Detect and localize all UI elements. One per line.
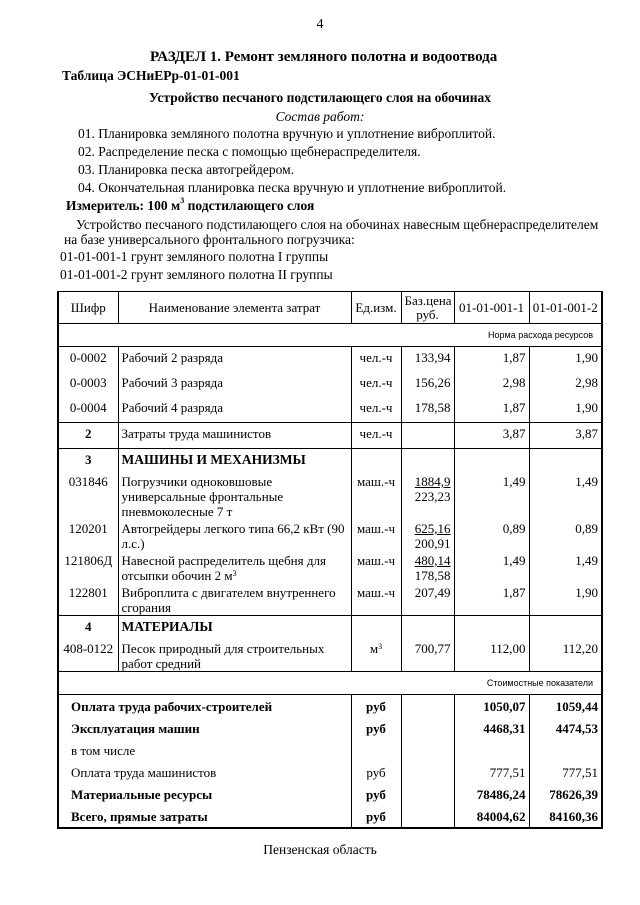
machine-price [401, 551, 454, 583]
material-unit-sup: 3 [378, 642, 383, 651]
table-row [58, 397, 602, 423]
row-code: 0-0002 [58, 347, 118, 373]
meter-sup: 3 [180, 196, 185, 205]
machine-name: Погрузчики одноковшовые универсальные фронтальные пневмоколесные 7 т [118, 474, 351, 519]
summary-row [58, 805, 602, 828]
row-code: 0-0003 [58, 372, 118, 397]
material-v1: 112,00 [454, 641, 529, 672]
summary-v2: 78626,39 [529, 783, 602, 805]
price-base: 625,16 [414, 521, 451, 536]
material-name: Песок природный для строительных работ средний [118, 641, 351, 672]
summary-v2: 777,51 [529, 761, 602, 783]
row-price: 156,26 [401, 372, 454, 397]
machine-name [118, 551, 351, 583]
row-price: 133,94 [401, 347, 454, 373]
variant-line: 01-01-001-1 грунт земляного полотна I группы [60, 249, 329, 264]
work-step: 01. Планировка земляного полотна вручную и уплотнение виброплитой. [78, 126, 496, 141]
summary-name: Оплата труда машинистов [58, 761, 351, 783]
work-step: 02. Распределение песка с помощью щебнераспределителя. [78, 144, 421, 159]
row-v2: 1,90 [529, 347, 602, 373]
price-wage: 200,91 [414, 536, 451, 551]
machine-v1: 1,49 [454, 551, 529, 583]
composition-label: Состав работ: [275, 109, 365, 124]
summary-row [58, 695, 602, 718]
material-v2: 112,20 [529, 641, 602, 672]
summary-unit: руб [351, 783, 401, 805]
price-wage: 178,58 [414, 568, 451, 583]
summary-v2 [529, 739, 602, 761]
machine-code: 122801 [58, 583, 118, 616]
row-v2: 1,90 [529, 397, 602, 423]
row-name: Рабочий 4 разряда [118, 397, 351, 423]
machine-unit: маш.-ч [351, 474, 401, 519]
summary-v1: 4468,31 [454, 717, 529, 739]
resource-table [57, 291, 603, 829]
material-row [58, 641, 602, 672]
header-col2: 01-01-001-2 [529, 292, 602, 324]
material-code: 408-0122 [58, 641, 118, 672]
summary-row [58, 739, 602, 761]
summary-v1: 777,51 [454, 761, 529, 783]
operators-v1: 3,87 [454, 423, 529, 449]
meter [66, 198, 314, 214]
variant-line: 01-01-001-2 грунт земляного полотна II группы [60, 267, 333, 282]
machine-v2: 1,90 [529, 583, 602, 616]
machine-code: 031846 [58, 474, 118, 519]
machine-name-sup: 3 [232, 569, 237, 578]
section-title: РАЗДЕЛ 1. Ремонт земляного полотна и водоотвода [150, 49, 498, 65]
page-number: 4 [316, 17, 324, 32]
material-unit-text: м [369, 641, 379, 656]
price-base: 480,14 [414, 553, 451, 568]
machine-v1: 0,89 [454, 519, 529, 551]
table-row [58, 347, 602, 373]
header-col1: 01-01-001-1 [454, 292, 529, 324]
header-name: Наименование элемента затрат [118, 292, 351, 324]
header-unit: Ед.изм. [351, 292, 401, 324]
row-name: Рабочий 2 разряда [118, 347, 351, 373]
section4-name: МАТЕРИАЛЫ [118, 616, 351, 642]
row-v1: 1,87 [454, 347, 529, 373]
section-row [58, 449, 602, 475]
summary-v2: 84160,36 [529, 805, 602, 828]
summary-name: Оплата труда рабочих-строителей [58, 695, 351, 718]
machine-price [401, 519, 454, 551]
machine-v1: 1,87 [454, 583, 529, 616]
row-v2: 2,98 [529, 372, 602, 397]
summary-v2: 1059,44 [529, 695, 602, 718]
section3-code: 3 [58, 449, 118, 475]
summary-unit: руб [351, 761, 401, 783]
summary-name: Материальные ресурсы [58, 783, 351, 805]
row-v1: 2,98 [454, 372, 529, 397]
section4-code: 4 [58, 616, 118, 642]
machine-v2: 1,49 [529, 551, 602, 583]
summary-v2: 4474,53 [529, 717, 602, 739]
machine-row [58, 519, 602, 551]
operators-row [58, 423, 602, 449]
row-unit: чел.-ч [351, 397, 401, 423]
band-costs-label: Стоимостные показатели [58, 672, 602, 695]
meter-suffix: подстилающего слоя [184, 198, 315, 213]
machine-unit: маш.-ч [351, 519, 401, 551]
machine-price [401, 474, 454, 519]
machine-name: Виброплита с двигателем внутреннего сгорания [118, 583, 351, 616]
meter-prefix: Измеритель: 100 м [66, 198, 181, 213]
machine-row [58, 474, 602, 519]
operators-code: 2 [58, 423, 118, 449]
operators-v2: 3,87 [529, 423, 602, 449]
machine-unit: маш.-ч [351, 551, 401, 583]
summary-unit: руб [351, 695, 401, 718]
machine-unit: маш.-ч [351, 583, 401, 616]
summary-v1: 1050,07 [454, 695, 529, 718]
machine-v1: 1,49 [454, 474, 529, 519]
row-unit: чел.-ч [351, 372, 401, 397]
machine-row [58, 583, 602, 616]
subtitle: Устройство песчаного подстилающего слоя на обочинах [148, 90, 492, 105]
summary-v1: 84004,62 [454, 805, 529, 828]
machine-price: 207,49 [401, 583, 454, 616]
machine-code: 120201 [58, 519, 118, 551]
machine-v2: 0,89 [529, 519, 602, 551]
section-row [58, 616, 602, 642]
material-price: 700,77 [401, 641, 454, 672]
machine-row [58, 551, 602, 583]
section3-name: МАШИНЫ И МЕХАНИЗМЫ [118, 449, 351, 475]
operators-unit: чел.-ч [351, 423, 401, 449]
summary-v1 [454, 739, 529, 761]
summary-row [58, 761, 602, 783]
work-step: 03. Планировка песка автогрейдером. [78, 162, 295, 177]
header-code: Шифр [58, 292, 118, 324]
band-costs [58, 672, 602, 695]
table-row [58, 372, 602, 397]
summary-row [58, 717, 602, 739]
price-wage: 223,23 [414, 489, 451, 504]
machine-name-text: Навесной распределитель щебня для отсыпки обочин 2 м [121, 553, 326, 583]
work-step: 04. Окончательная планировка песка вручную и уплотнение виброплитой. [78, 180, 507, 195]
material-unit [351, 641, 401, 672]
summary-unit: руб [351, 717, 401, 739]
row-name: Рабочий 3 разряда [118, 372, 351, 397]
table-header [58, 292, 602, 324]
summary-name: в том числе [58, 739, 351, 761]
operators-price [401, 423, 454, 449]
machine-name: Автогрейдеры легкого типа 66,2 кВт (90 л.с.) [118, 519, 351, 551]
row-code: 0-0004 [58, 397, 118, 423]
row-v1: 1,87 [454, 397, 529, 423]
operators-name: Затраты труда машинистов [118, 423, 351, 449]
summary-unit: руб [351, 805, 401, 828]
band-norms [58, 324, 602, 347]
machine-code: 121806Д [58, 551, 118, 583]
band-norms-label: Норма расхода ресурсов [58, 324, 602, 347]
summary-unit [351, 739, 401, 761]
price-base: 1884,9 [414, 474, 451, 489]
row-price: 178,58 [401, 397, 454, 423]
summary-name: Эксплуатация машин [58, 717, 351, 739]
summary-row [58, 783, 602, 805]
description: Устройство песчаного подстилающего слоя на обочинах навесным щебнераспределителем на базе универсального фронтального погрузчика: [64, 217, 599, 247]
header-price: Баз.цена руб. [401, 292, 454, 324]
table-code: Таблица ЭСНиЕРр-01-01-001 [62, 68, 240, 83]
row-unit: чел.-ч [351, 347, 401, 373]
footer-region: Пензенская область [263, 842, 377, 857]
machine-v2: 1,49 [529, 474, 602, 519]
summary-name: Всего, прямые затраты [58, 805, 351, 828]
summary-v1: 78486,24 [454, 783, 529, 805]
